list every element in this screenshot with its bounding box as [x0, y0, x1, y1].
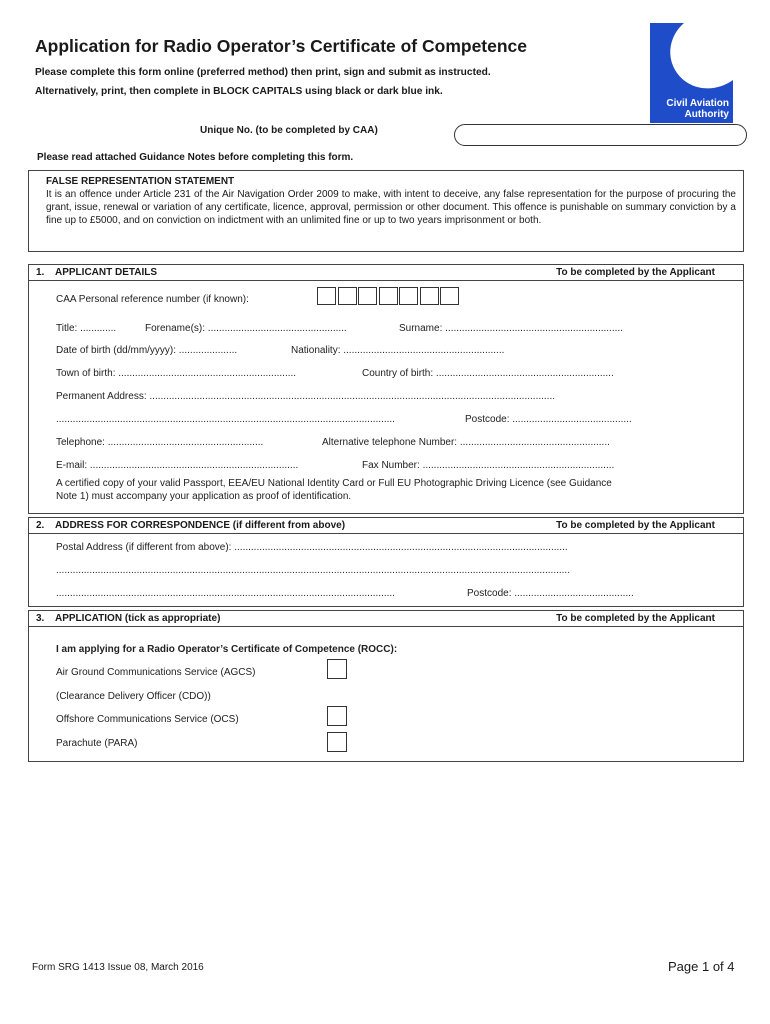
form-identifier: Form SRG 1413 Issue 08, March 2016	[32, 962, 204, 973]
section-applicant-details	[28, 264, 744, 514]
caa-ref-boxes[interactable]	[317, 287, 461, 305]
option-ocs-label: Offshore Communications Service (OCS)	[56, 714, 239, 725]
id-note-line-2: Note 1) must accompany your application as proof of identification.	[56, 491, 352, 502]
ref-digit-box[interactable]	[379, 287, 398, 305]
permanent-address-line-2[interactable]: ..........................................................................................................................	[56, 414, 395, 425]
title-field[interactable]: Title: .............	[56, 323, 117, 334]
option-cdo-label: (Clearance Delivery Officer (CDO))	[56, 691, 211, 702]
postcode-field[interactable]: Postcode: ...........................................	[465, 414, 632, 425]
page-title: Application for Radio Operator’s Certificate of Competence	[35, 36, 528, 56]
section-3-number: 3.	[36, 613, 45, 624]
country-of-birth-field[interactable]: Country of birth: ................................................................	[362, 368, 614, 379]
instruction-line-1: Please complete this form online (preferred method) then print, sign and submit as instructed.	[35, 67, 491, 78]
postal-address-field[interactable]: Postal Address (if different from above): ........................................................................................................................	[56, 542, 568, 553]
instruction-line-2: Alternatively, print, then complete in BLOCK CAPITALS using black or dark blue ink.	[35, 86, 443, 97]
forename-field[interactable]: Forename(s): ..................................................	[145, 323, 347, 334]
fax-field[interactable]: Fax Number: .....................................................................	[362, 460, 615, 471]
section-2-header	[29, 518, 743, 534]
section-2-completed-by: To be completed by the Applicant	[556, 520, 715, 531]
section-3-header	[29, 611, 743, 627]
section-3-completed-by: To be completed by the Applicant	[556, 613, 715, 624]
id-note-line-1: A certified copy of your valid Passport, EEA/EU National Identity Card or Full EU Photographic Driving Licence (see Guidance	[56, 478, 612, 489]
ref-digit-box[interactable]	[338, 287, 357, 305]
false-representation-box	[28, 170, 744, 252]
surname-field[interactable]: Surname: ................................................................	[399, 323, 623, 334]
ocs-checkbox[interactable]	[327, 706, 347, 726]
section-1-title: APPLICANT DETAILS	[55, 267, 158, 278]
agcs-checkbox[interactable]	[327, 659, 347, 679]
ref-digit-box[interactable]	[399, 287, 418, 305]
correspondence-postcode-field[interactable]: Postcode: ...........................................	[467, 588, 634, 599]
permanent-address-field[interactable]: Permanent Address: ..................................................................................................................................................	[56, 391, 556, 402]
caa-ref-label: CAA Personal reference number (if known):	[56, 294, 249, 305]
false-representation-heading: FALSE REPRESENTATION STATEMENT	[46, 176, 235, 187]
town-of-birth-field[interactable]: Town of birth: ................................................................	[56, 368, 297, 379]
email-field[interactable]: E-mail: ...........................................................................	[56, 460, 299, 471]
logo-line-1: Civil Aviation	[666, 98, 729, 109]
section-1-completed-by: To be completed by the Applicant	[556, 267, 715, 278]
ref-digit-box[interactable]	[317, 287, 336, 305]
section-1-number: 1.	[36, 267, 45, 278]
option-para-label: Parachute (PARA)	[56, 738, 138, 749]
false-representation-text: It is an offence under Article 231 of the Air Navigation Order 2009 to make, with intent to deceive, any false representation for the purpose of procuring the grant, issue, renewal or variation of any certificate, licence, approval, permission or other document. This offence is punishable on summary conviction by a fine up to £5000, and on conviction on indictment with an unlimited fine or up to two years imprisonment or both.	[46, 189, 736, 226]
section-2-title: ADDRESS FOR CORRESPONDENCE (if different from above)	[55, 520, 346, 531]
page-number: Page 1 of 4	[668, 959, 735, 974]
section-3-title: APPLICATION (tick as appropriate)	[55, 613, 221, 624]
section-2-number: 2.	[36, 520, 45, 531]
guidance-note: Please read attached Guidance Notes before completing this form.	[37, 152, 354, 163]
logo-line-2: Authority	[684, 109, 729, 120]
telephone-field[interactable]: Telephone: ........................................................	[56, 437, 264, 448]
caa-logo	[650, 23, 733, 123]
unique-no-label: Unique No. (to be completed by CAA)	[200, 125, 378, 136]
para-checkbox[interactable]	[327, 732, 347, 752]
ref-digit-box[interactable]	[440, 287, 459, 305]
nationality-field[interactable]: Nationality: ..........................................................	[291, 345, 505, 356]
dob-field[interactable]: Date of birth (dd/mm/yyyy): .....................	[56, 345, 238, 356]
unique-no-field[interactable]	[454, 124, 747, 146]
rocc-intro: I am applying for a Radio Operator’s Certificate of Competence (ROCC):	[56, 644, 398, 655]
postal-address-line-3[interactable]: ..........................................................................................................................	[56, 588, 395, 599]
postal-address-line-2[interactable]: .........................................................................................................................................................................................	[56, 565, 570, 576]
logo-text	[650, 98, 729, 120]
ref-digit-box[interactable]	[420, 287, 439, 305]
section-1-header	[29, 265, 743, 281]
option-agcs-label: Air Ground Communications Service (AGCS)	[56, 667, 256, 678]
section-correspondence-address	[28, 517, 744, 607]
alt-telephone-field[interactable]: Alternative telephone Number: ......................................................	[322, 437, 610, 448]
section-application	[28, 610, 744, 762]
ref-digit-box[interactable]	[358, 287, 377, 305]
